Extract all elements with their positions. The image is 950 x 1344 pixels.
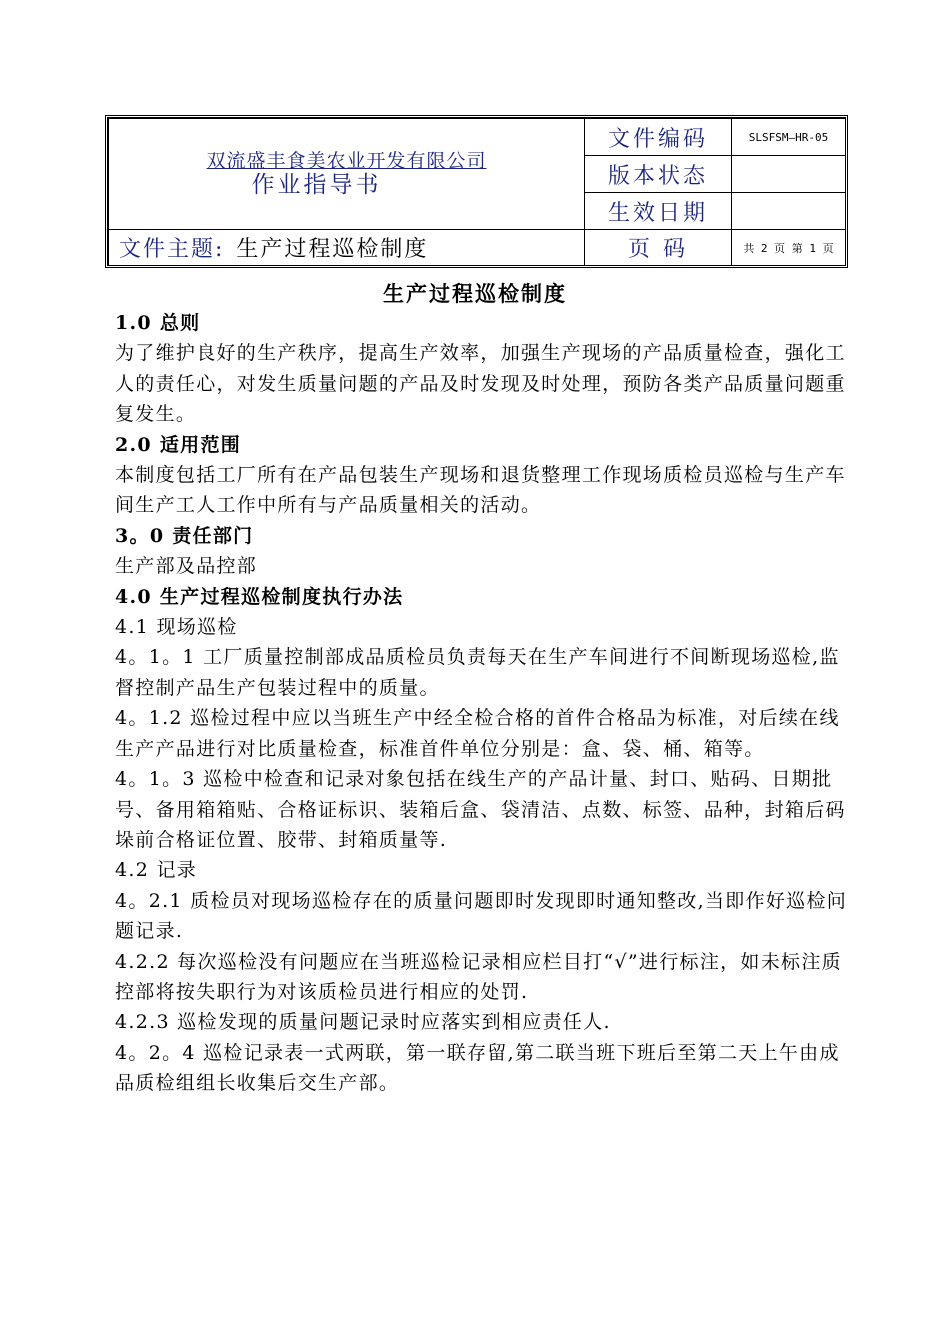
body-paragraph: 4.2.2 每次巡检没有问题应在当班巡检记录相应栏目打“√”进行标注，如未标注质控部将按失职行为对该质检员进行相应的处罚. bbox=[115, 950, 842, 1003]
body-paragraph: 生产部及品控部 bbox=[115, 555, 258, 578]
page-number-value: 共 2 页 第 1 页 bbox=[732, 230, 846, 266]
version-status-label: 版本状态 bbox=[585, 156, 732, 193]
effective-date-value bbox=[732, 193, 846, 230]
document-body bbox=[115, 308, 850, 1099]
document-type: 作业指导书 bbox=[251, 172, 382, 198]
section-heading: 4.0 生产过程巡检制度执行办法 bbox=[115, 585, 404, 608]
section-heading: 3。0 责任部门 bbox=[115, 524, 254, 547]
body-paragraph: 4。1。1 工厂质量控制部成品质检员负责每天在生产车间进行不间断现场巡检,监督控制产品生产包装过程中的质量。 bbox=[115, 646, 840, 699]
document-subject-label: 文件主题: bbox=[119, 237, 225, 262]
body-paragraph: 4。1.2 巡检过程中应以当班生产中经全检合格的首件合格品为标准，对后续在线生产产品进行对比质量检查，标准首件单位分别是：盒、袋、桶、箱等。 bbox=[115, 707, 840, 760]
document-header-table bbox=[105, 115, 848, 268]
body-paragraph: 4.2.3 巡检发现的质量问题记录时应落实到相应责任人. bbox=[115, 1011, 611, 1034]
document-subject-value: 生产过程巡检制度 bbox=[236, 237, 429, 262]
body-paragraph: 4。2.1 质检员对现场巡检存在的质量问题即时发现即时通知整改,当即作好巡检问题记录. bbox=[115, 889, 848, 943]
body-paragraph: 4。1。3 巡检中检查和记录对象包括在线生产的产品计量、封口、贴码、日期批号、备用箱箱贴、合格证标识、装箱后盒、袋清洁、点数、标签、品种，封箱后码垛前合格证位置、胶带、封箱质量等. bbox=[115, 768, 846, 851]
body-paragraph: 4。2。4 巡检记录表一式两联，第一联存留,第二联当班下班后至第二天上午由成品质检组组长收集后交生产部。 bbox=[115, 1041, 840, 1095]
company-name: 双流盛丰食美农业开发有限公司 bbox=[206, 150, 487, 172]
body-paragraph: 为了维护良好的生产秩序，提高生产效率，加强生产现场的产品质量检查，强化工人的责任心，对发生质量问题的产品及时发现及时处理，预防各类产品质量问题重复发生。 bbox=[115, 342, 846, 426]
body-paragraph: 4.2 记录 bbox=[115, 859, 198, 882]
company-title-cell bbox=[109, 119, 585, 230]
file-code-label: 文件编码 bbox=[585, 119, 732, 156]
section-heading: 1.0 总则 bbox=[115, 312, 201, 334]
body-paragraph: 本制度包括工厂所有在产品包装生产现场和退货整理工作现场质检员巡检与生产车间生产工人工作中所有与产品质量相关的活动。 bbox=[115, 464, 846, 517]
document-title: 生产过程巡检制度 bbox=[383, 281, 567, 306]
page-number-label: 页 码 bbox=[585, 230, 732, 266]
effective-date-label: 生效日期 bbox=[585, 193, 732, 230]
file-code-value: SLSFSM—HR-05 bbox=[732, 119, 846, 156]
document-subject-cell bbox=[109, 230, 585, 266]
version-status-value bbox=[732, 156, 846, 193]
section-heading: 2.0 适用范围 bbox=[115, 433, 242, 456]
body-paragraph: 4.1 现场巡检 bbox=[115, 616, 238, 639]
